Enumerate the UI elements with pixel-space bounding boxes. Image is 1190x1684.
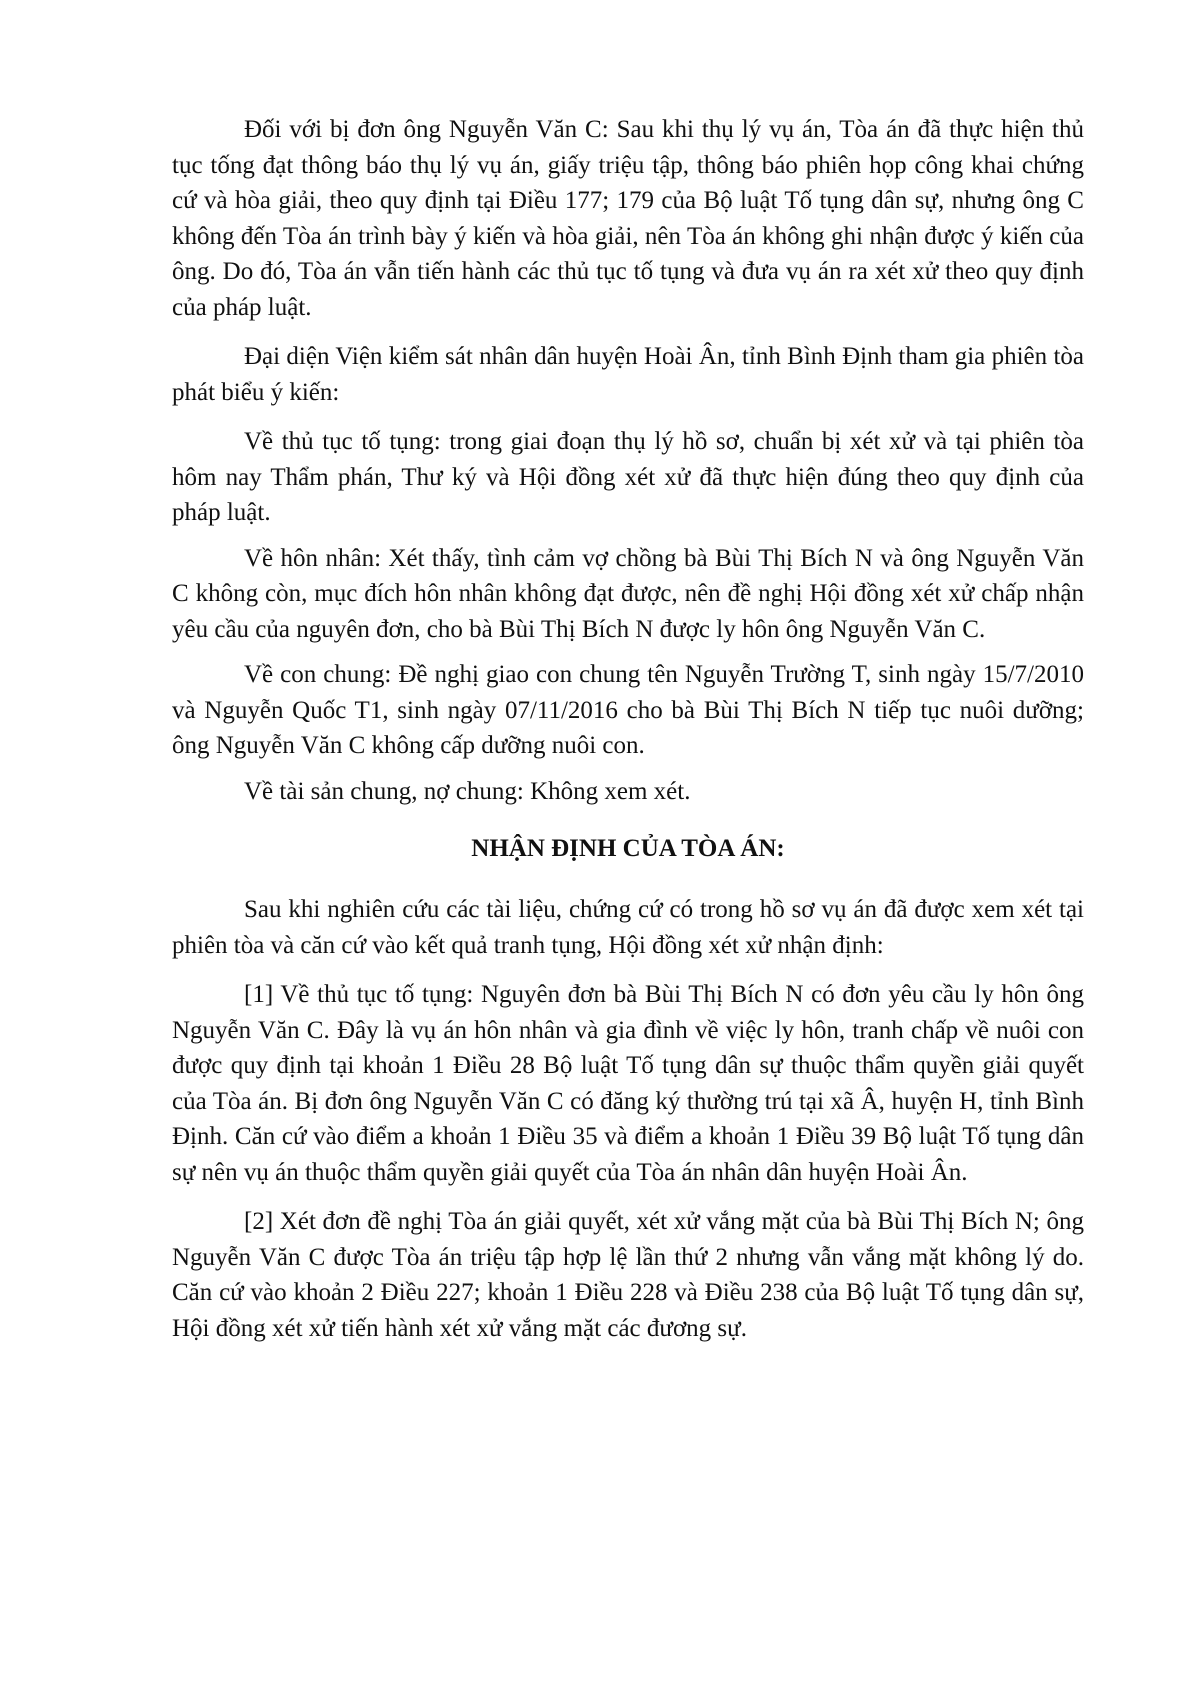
- paragraph-marriage-opinion: Về hôn nhân: Xét thấy, tình cảm vợ chồng bà Bùi Thị Bích N và ông Nguyễn Văn C không còn, mục đích hôn nhân không đạt được, nên đề nghị Hội đồng xét xử chấp nhận yêu cầu của nguyên đơn, cho bà Bùi Thị Bích N được ly hôn ông Nguyễn Văn C.: [172, 544, 1084, 643]
- paragraph-finding-1: [1] Về thủ tục tố tụng: Nguyên đơn bà Bùi Thị Bích N có đơn yêu cầu ly hôn ông Nguyễn Văn C. Đây là vụ án hôn nhân và gia đình về việc ly hôn, tranh chấp về nuôi con được quy định tại khoản 1 Điều 28 Bộ luật Tố tụng dân sự thuộc thẩm quyền giải quyết của Tòa án. Bị đơn ông Nguyễn Văn C có đăng ký thường trú tại xã Â, huyện H, tỉnh Bình Định. Căn cứ vào điểm a khoản 1 Điều 35 và điểm a khoản 1 Điều 39 Bộ luật Tố tụng dân sự nên vụ án thuộc thẩm quyền giải quyết của Tòa án nhân dân huyện Hoài Ân.: [172, 981, 1084, 1186]
- paragraph-procuracy-opinion-intro: Đại diện Viện kiểm sát nhân dân huyện Hoài Ân, tỉnh Bình Định tham gia phiên tòa phát biểu ý kiến:: [172, 343, 1084, 406]
- section-heading: NHẬN ĐỊNH CỦA TÒA ÁN:: [471, 835, 785, 862]
- paragraph-finding-2: [2] Xét đơn đề nghị Tòa án giải quyết, xét xử vắng mặt của bà Bùi Thị Bích N; ông Nguyễn Văn C được Tòa án triệu tập hợp lệ lần thứ 2 nhưng vẫn vắng mặt không lý do. Căn cứ vào khoản 2 Điều 227; khoản 1 Điều 228 và Điều 238 của Bộ luật Tố tụng dân sự, Hội đồng xét xử tiến hành xét xử vắng mặt các đương sự.: [172, 1208, 1084, 1342]
- paragraph-property-opinion: Về tài sản chung, nợ chung: Không xem xét.: [244, 777, 691, 805]
- paragraph-children-opinion: Về con chung: Đề nghị giao con chung tên Nguyễn Trường T, sinh ngày 15/7/2010 và Nguyễn Quốc T1, sinh ngày 07/11/2016 cho bà Bùi Thị Bích N tiếp tục nuôi dưỡng; ông Nguyễn Văn C không cấp dưỡng nuôi con.: [172, 661, 1084, 759]
- document-page: [172, 112, 1084, 1360]
- paragraph-defendant-procedure: Đối với bị đơn ông Nguyễn Văn C: Sau khi thụ lý vụ án, Tòa án đã thực hiện thủ tục tống đạt thông báo thụ lý vụ án, giấy triệu tập, thông báo phiên họp công khai chứng cứ và hòa giải, theo quy định tại Điều 177; 179 của Bộ luật Tố tụng dân sự, nhưng ông C không đến Tòa án trình bày ý kiến và hòa giải, nên Tòa án không ghi nhận được ý kiến của ông. Do đó, Tòa án vẫn tiến hành các thủ tục tố tụng và đưa vụ án ra xét xử theo quy định của pháp luật.: [172, 116, 1084, 321]
- paragraph-procedure-opinion: Về thủ tục tố tụng: trong giai đoạn thụ lý hồ sơ, chuẩn bị xét xử và tại phiên tòa hôm nay Thẩm phán, Thư ký và Hội đồng xét xử đã thực hiện đúng theo quy định của pháp luật.: [172, 428, 1084, 526]
- paragraph-court-findings-intro: Sau khi nghiên cứu các tài liệu, chứng cứ có trong hồ sơ vụ án đã được xem xét tại phiên tòa và căn cứ vào kết quả tranh tụng, Hội đồng xét xử nhận định:: [172, 896, 1084, 959]
